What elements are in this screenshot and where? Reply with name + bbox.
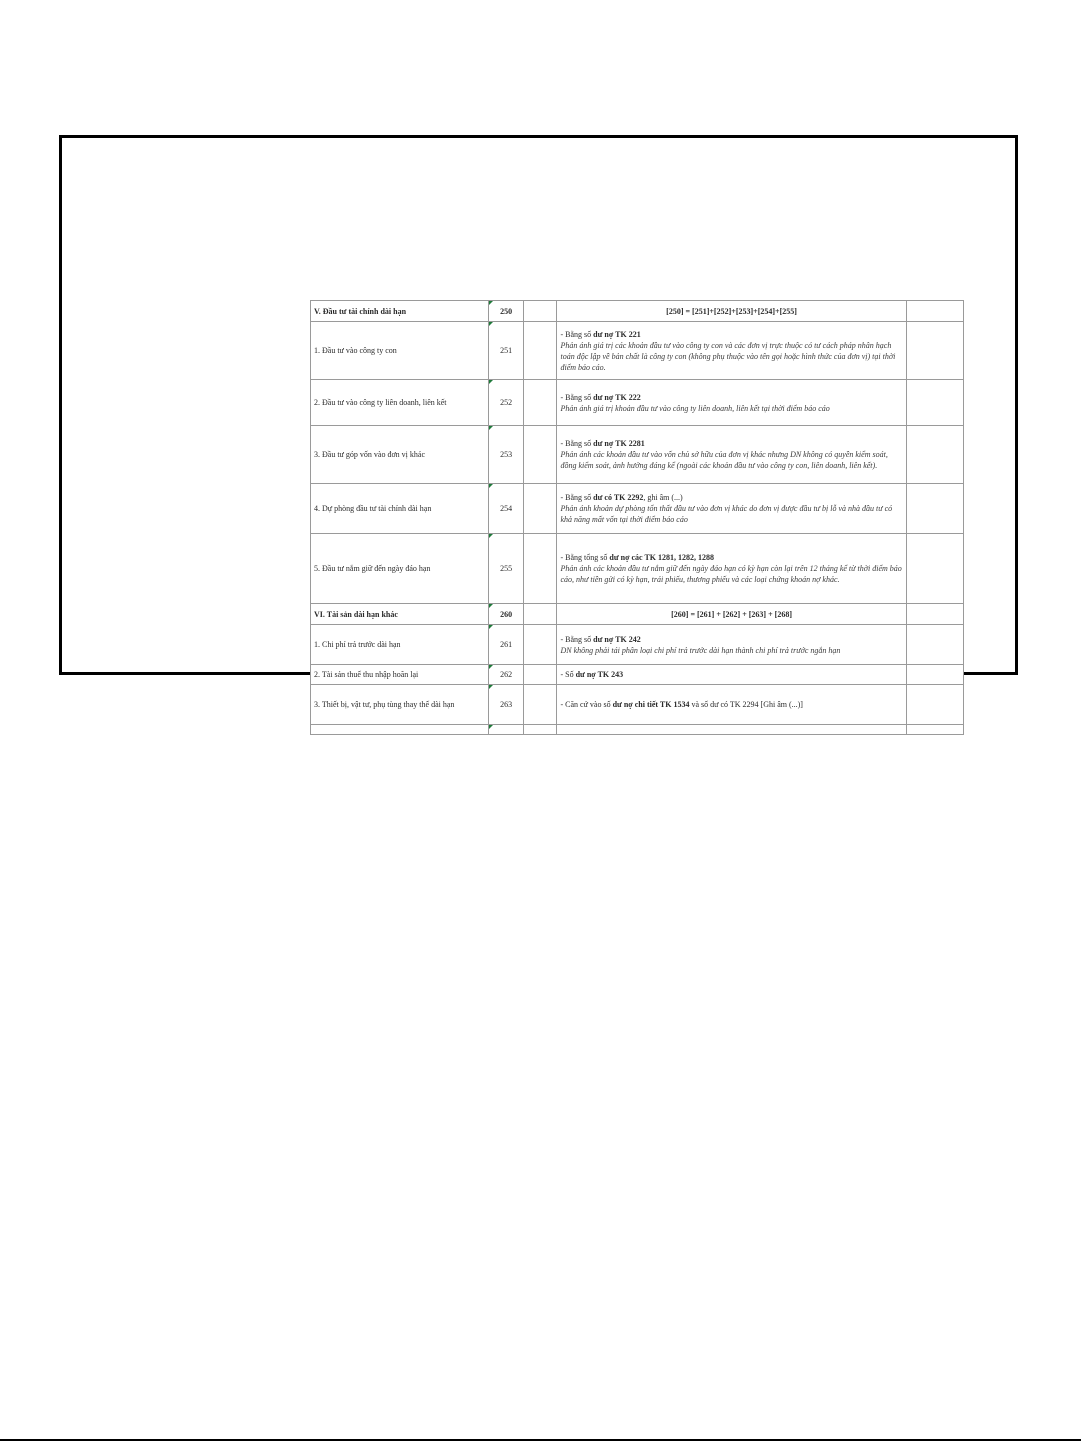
table-row [311, 534, 964, 604]
row-method-description [557, 625, 906, 665]
row-method-description [557, 484, 906, 534]
method-prefix: - Bằng số [560, 392, 594, 402]
row-indicator-name: 3. Thiết bị, vật tư, phụ tùng thay thế dài hạn [311, 685, 489, 725]
row-code: 261 [489, 625, 524, 665]
table-row [311, 725, 964, 735]
table-row [311, 380, 964, 426]
row-indicator-name: 2. Tài sản thuế thu nhập hoãn lại [311, 665, 489, 685]
method-explanation: Phản ánh các khoản đầu tư nắm giữ đến ngày đáo hạn có kỳ hạn còn lại trên 12 tháng kể từ thời điểm báo cáo, như tiền gửi có kỳ hạn, trái phiếu, thương phiếu và các loại chứng khoán nợ khác. [560, 564, 902, 584]
method-explanation: Phản ánh các khoản đầu tư vào vốn chủ sở hữu của đơn vị khác nhưng DN không có quyền kiểm soát, đồng kiểm soát, ảnh hưởng đáng kể (ngoài các khoản đầu tư vào công ty con, liên doanh, liên kết). [560, 450, 888, 470]
row-method-description [557, 426, 906, 484]
row-method-description [557, 322, 906, 380]
method-account: dư nợ TK 2281 [593, 439, 645, 448]
row-note-column [524, 685, 557, 725]
section-formula: [260] = [261] + [262] + [263] + [268] [671, 609, 792, 619]
method-line [560, 392, 902, 403]
row-indicator-name: 1. Đầu tư vào công ty con [311, 322, 489, 380]
row-note-column [524, 380, 557, 426]
row-code: 260 [489, 604, 524, 625]
balance-sheet-table [310, 300, 964, 735]
row-method-description [557, 534, 906, 604]
row-method-description [557, 665, 906, 685]
row-indicator-name [311, 725, 489, 735]
row-note-column [524, 665, 557, 685]
row-indicator-name: 4. Dự phòng đầu tư tài chính dài hạn [311, 484, 489, 534]
row-value-column [906, 625, 963, 665]
table-row [311, 322, 964, 380]
balance-sheet-excerpt [310, 300, 964, 745]
method-explanation: Phản ánh giá trị khoản đầu tư vào công ty liên doanh, liên kết tại thời điểm báo cáo [560, 403, 830, 413]
section-row [311, 604, 964, 625]
row-value-column [906, 534, 963, 604]
method-account: dư nợ TK 221 [593, 329, 641, 339]
row-method-description [557, 725, 906, 735]
row-value-column [906, 685, 963, 725]
method-suffix: , ghi âm (...) [643, 493, 683, 502]
row-note-column [524, 484, 557, 534]
row-code: 263 [489, 685, 524, 725]
row-value-column [906, 665, 963, 685]
row-note-column [524, 725, 557, 735]
row-indicator-name: 3. Đầu tư góp vốn vào đơn vị khác [311, 426, 489, 484]
method-prefix: - Bằng tổng số [560, 553, 610, 562]
table-row [311, 685, 964, 725]
method-account: dư nợ TK 242 [593, 634, 641, 644]
row-value-column [906, 426, 963, 484]
method-account: dư có TK 2292 [593, 493, 644, 502]
method-explanation: Phản ánh khoản dự phòng tổn thất đầu tư vào đơn vị khác do đơn vị được đầu tư bị lỗ và nhà đầu tư có khả năng mất vốn tại thời điểm báo cáo [560, 504, 893, 524]
row-note-column [524, 426, 557, 484]
table-row [311, 484, 964, 534]
row-code: 255 [489, 534, 524, 604]
method-prefix: - Bằng số [560, 439, 594, 448]
method-line [560, 699, 902, 710]
method-prefix: - Bằng số [560, 634, 594, 644]
row-note-column [524, 604, 557, 625]
row-code: 251 [489, 322, 524, 380]
method-prefix: - Bằng số [560, 493, 594, 502]
row-note-column [524, 301, 557, 322]
row-indicator-name: 2. Đầu tư vào công ty liên doanh, liên kết [311, 380, 489, 426]
row-value-column [906, 484, 963, 534]
method-prefix: - Số [560, 670, 576, 679]
method-line [560, 329, 902, 340]
row-code: 250 [489, 301, 524, 322]
table-row [311, 665, 964, 685]
row-value-column [906, 380, 963, 426]
method-account: dư nợ các TK 1281, 1282, 1288 [609, 553, 715, 562]
row-value-column [906, 725, 963, 735]
row-note-column [524, 322, 557, 380]
table-body [311, 301, 964, 735]
method-account: dư nợ chi tiết TK 1534 [612, 700, 690, 709]
row-note-column [524, 534, 557, 604]
row-value-column [906, 322, 963, 380]
row-method-description [557, 301, 906, 322]
method-account: dư nợ TK 222 [593, 392, 641, 402]
method-suffix: và số dư có TK 2294 [Ghi âm (...)] [689, 700, 803, 709]
section-formula: [250] = [251]+[252]+[253]+[254]+[255] [666, 306, 797, 316]
table-row [311, 625, 964, 665]
method-line [560, 552, 902, 563]
row-code: 254 [489, 484, 524, 534]
row-method-description [557, 380, 906, 426]
method-account: dư nợ TK 243 [575, 670, 624, 679]
row-code: 262 [489, 665, 524, 685]
method-line [560, 634, 902, 645]
method-line [560, 492, 902, 503]
row-method-description [557, 604, 906, 625]
row-code: 253 [489, 426, 524, 484]
row-indicator-name: VI. Tài sản dài hạn khác [311, 604, 489, 625]
method-line [560, 669, 902, 680]
row-value-column [906, 604, 963, 625]
row-method-description [557, 685, 906, 725]
row-indicator-name: 1. Chi phí trả trước dài hạn [311, 625, 489, 665]
method-explanation: Phản ánh giá trị các khoản đầu tư vào công ty con và các đơn vị trực thuộc có tư cách pháp nhân hạch toán độc lập về bản chất là công ty con (không phụ thuộc vào tên gọi hoặc hình thức của đơn vị) tại thời điểm báo cáo. [560, 340, 896, 372]
method-prefix: - Căn cứ vào số [560, 700, 613, 709]
method-line [560, 438, 902, 449]
row-indicator-name: 5. Đầu tư nắm giữ đến ngày đáo hạn [311, 534, 489, 604]
row-indicator-name: V. Đầu tư tài chính dài hạn [311, 301, 489, 322]
method-prefix: - Bằng số [560, 329, 594, 339]
section-row [311, 301, 964, 322]
row-code: 252 [489, 380, 524, 426]
table-row [311, 426, 964, 484]
row-note-column [524, 625, 557, 665]
row-code [489, 725, 524, 735]
method-explanation: DN không phải tái phân loại chi phí trả trước dài hạn thành chi phí trả trước ngắn hạn [560, 645, 841, 655]
row-value-column [906, 301, 963, 322]
